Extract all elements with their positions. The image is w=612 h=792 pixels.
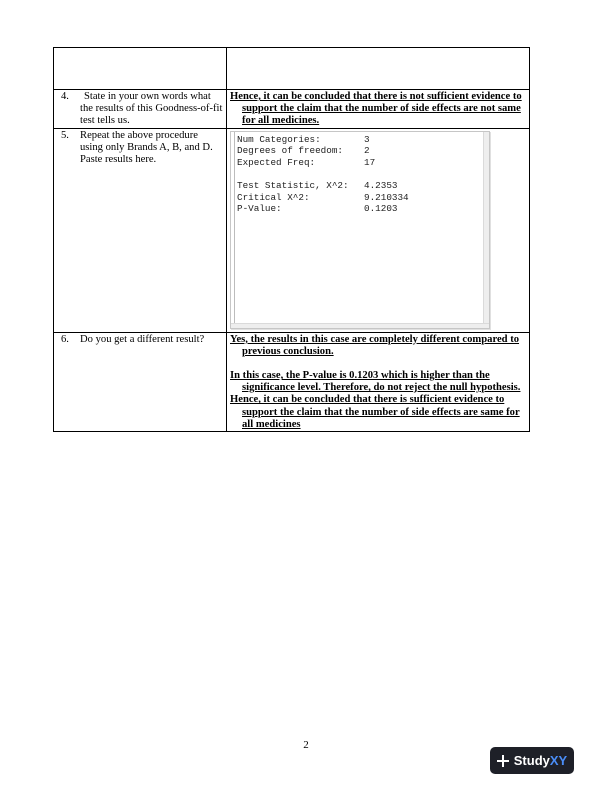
- table-row-q4: [54, 90, 530, 129]
- question-number: 6.: [61, 333, 69, 345]
- result-value: 17: [364, 156, 376, 168]
- result-value: 2: [364, 145, 370, 157]
- pasted-results-screenshot: [230, 131, 490, 329]
- table-row-q6: [54, 332, 530, 431]
- result-label: P-Value:: [237, 203, 282, 215]
- empty-cell-right: [227, 48, 530, 90]
- result-row: [237, 180, 483, 192]
- result-label: Test Statistic, X^2:: [237, 179, 349, 191]
- answer-text: Hence, it can be concluded that there is not sufficient evidence to support the claim that the number of side effects are not same for all medicines.: [230, 91, 522, 127]
- question-number: 5.: [61, 129, 69, 141]
- studyxy-logo: [490, 747, 574, 774]
- empty-cell-left: [54, 48, 227, 90]
- answer-cell: [227, 90, 530, 129]
- result-label: Num Categories:: [237, 133, 321, 145]
- question-cell: [54, 332, 227, 431]
- result-row: [237, 203, 483, 215]
- result-row: [237, 134, 483, 146]
- question-text: State in your own words what the results of this Goodness-of-fit test tells us.: [80, 91, 223, 127]
- result-value: 4.2353: [364, 179, 398, 191]
- table-row-empty: [54, 48, 530, 90]
- table-row-q5: [54, 128, 530, 332]
- answer-text: Yes, the results in this case are completely different compared to previous conclusion.: [230, 333, 520, 357]
- question-cell: [54, 128, 227, 332]
- results-output: [235, 132, 483, 215]
- page-number: 2: [303, 739, 309, 751]
- question-cell: [54, 90, 227, 129]
- result-value: 9.210334: [364, 191, 409, 203]
- result-label: Critical X^2:: [237, 191, 310, 203]
- result-row: [237, 157, 483, 169]
- result-value: 3: [364, 133, 370, 145]
- logo-text: StudyXY: [513, 753, 568, 768]
- result-label: Degrees of freedom:: [237, 145, 344, 157]
- result-label: Expected Freq:: [237, 156, 316, 168]
- result-row: [237, 145, 483, 157]
- question-answer-table: [53, 47, 530, 432]
- question-text: Do you get a different result?: [80, 333, 205, 345]
- question-text: Repeat the above procedure using only Brands A, B, and D. Paste results here.: [80, 129, 213, 166]
- result-row: [237, 192, 483, 204]
- answer-cell: [227, 332, 530, 431]
- plus-icon: [497, 755, 509, 767]
- vertical-scrollbar[interactable]: [483, 132, 489, 328]
- answer-text: Hence, it can be concluded that there is sufficient evidence to support the claim that the number of side effects are same for all medicines: [230, 394, 520, 430]
- answer-cell: [227, 128, 530, 332]
- results-panel: [234, 132, 483, 323]
- answer-text: In this case, the P-value is 0.1203 which is higher than the significance level. Therefore, do not reject the null hypothesis.: [230, 370, 521, 394]
- question-number: 4.: [61, 91, 69, 102]
- result-value: 0.1203: [364, 203, 398, 215]
- horizontal-scrollbar[interactable]: [231, 323, 489, 328]
